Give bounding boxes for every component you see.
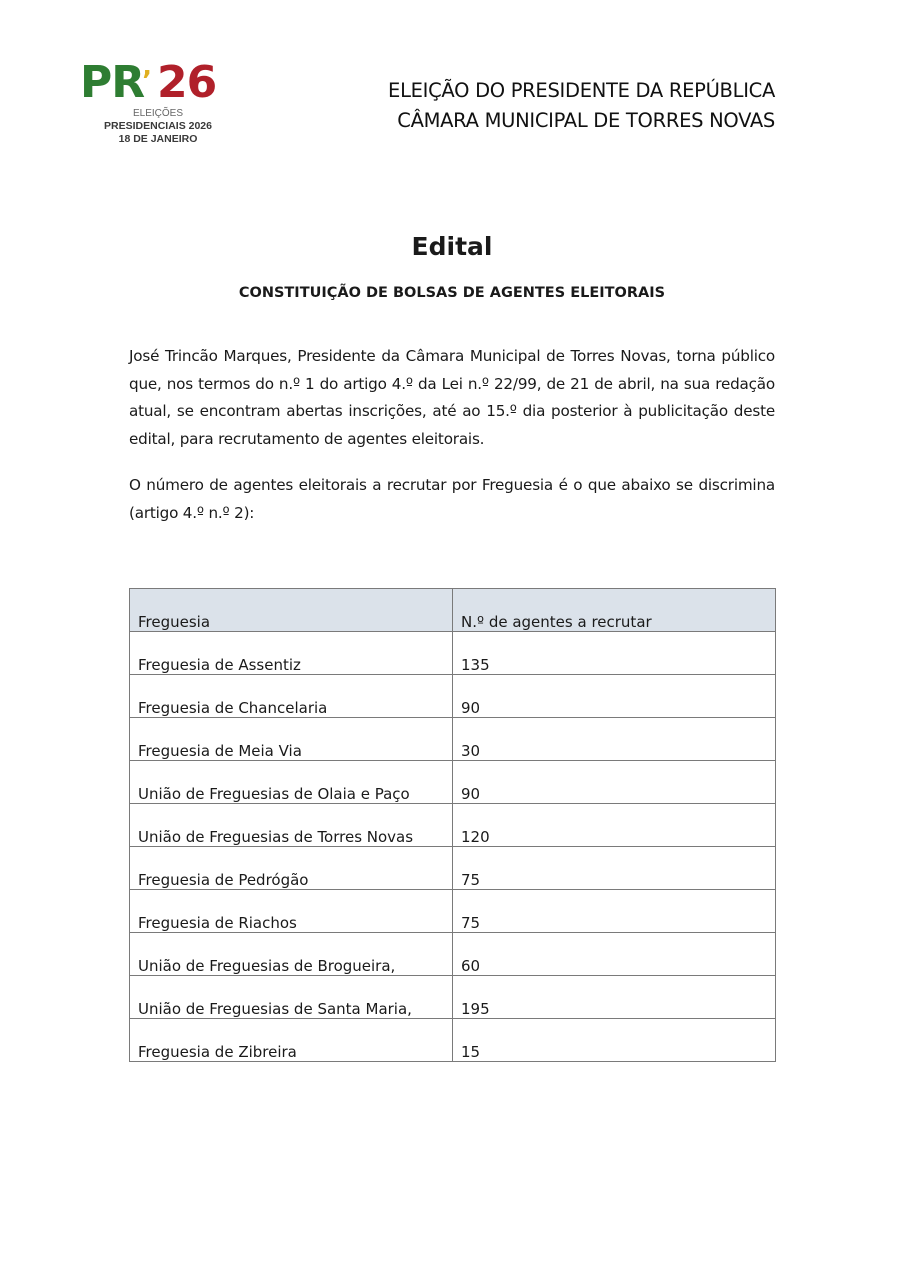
cell-freguesia: União de Freguesias de Olaia e Paço [130, 761, 453, 804]
cell-agents: 75 [453, 890, 776, 933]
logo-tick: ’ [142, 66, 152, 96]
header-title [388, 76, 775, 136]
column-header-agents: N.º de agentes a recrutar [453, 589, 776, 632]
table-row [130, 933, 776, 976]
cell-agents: 30 [453, 718, 776, 761]
logo-caption [80, 107, 236, 146]
table-row [130, 632, 776, 675]
logo-mark [80, 58, 216, 108]
table-header-row [130, 589, 776, 632]
cell-freguesia: Freguesia de Chancelaria [130, 675, 453, 718]
document-subtitle: CONSTITUIÇÃO DE BOLSAS DE AGENTES ELEITORAIS [238, 285, 666, 301]
table-row [130, 804, 776, 847]
table-row [130, 761, 776, 804]
cell-agents: 60 [453, 933, 776, 976]
agents-table [129, 588, 776, 1062]
table-row [130, 890, 776, 933]
table-row [130, 1019, 776, 1062]
cell-agents: 90 [453, 761, 776, 804]
cell-agents: 90 [453, 675, 776, 718]
cell-freguesia: Freguesia de Zibreira [130, 1019, 453, 1062]
pr26-logo [80, 58, 240, 153]
logo-pr: PR [80, 57, 145, 108]
cell-agents: 120 [453, 804, 776, 847]
table-row [130, 847, 776, 890]
cell-agents: 15 [453, 1019, 776, 1062]
column-header-freguesia: Freguesia [130, 589, 453, 632]
header-line-election: ELEIÇÃO DO PRESIDENTE DA REPÚBLICA [388, 79, 775, 102]
table-row [130, 718, 776, 761]
cell-freguesia: Freguesia de Pedrógão [130, 847, 453, 890]
logo-26: 26 [157, 57, 217, 108]
cell-agents: 75 [453, 847, 776, 890]
cell-agents: 195 [453, 976, 776, 1019]
table-row [130, 675, 776, 718]
logo-line-date: 18 DE JANEIRO [118, 133, 198, 145]
logo-line-eleicoes: ELEIÇÕES [132, 108, 184, 119]
cell-freguesia: União de Freguesias de Brogueira, [130, 933, 453, 976]
logo-line-presidenciais: PRESIDENCIAIS 2026 [104, 120, 212, 132]
cell-freguesia: Freguesia de Riachos [130, 890, 453, 933]
paragraph-announcement: José Trincão Marques, Presidente da Câmara Municipal de Torres Novas, torna público que, nos termos do n.º 1 do artigo 4.º da Lei n.º 22/99, de 21 de abril, na sua redação atual, se encontram abertas inscrições, até ao 15.º dia posterior à publicitação deste edital, para recrutamento de agentes eleitorais. [129, 347, 775, 448]
document-title: Edital [411, 232, 493, 261]
cell-freguesia: Freguesia de Meia Via [130, 718, 453, 761]
cell-agents: 135 [453, 632, 776, 675]
table-row [130, 976, 776, 1019]
cell-freguesia: União de Freguesias de Santa Maria, [130, 976, 453, 1019]
cell-freguesia: União de Freguesias de Torres Novas [130, 804, 453, 847]
header-line-municipality: CÂMARA MUNICIPAL DE TORRES NOVAS [397, 109, 775, 132]
cell-freguesia: Freguesia de Assentiz [130, 632, 453, 675]
paragraph-distribution: O número de agentes eleitorais a recrutar por Freguesia é o que abaixo se discrimina (artigo 4.º n.º 2): [129, 476, 775, 522]
